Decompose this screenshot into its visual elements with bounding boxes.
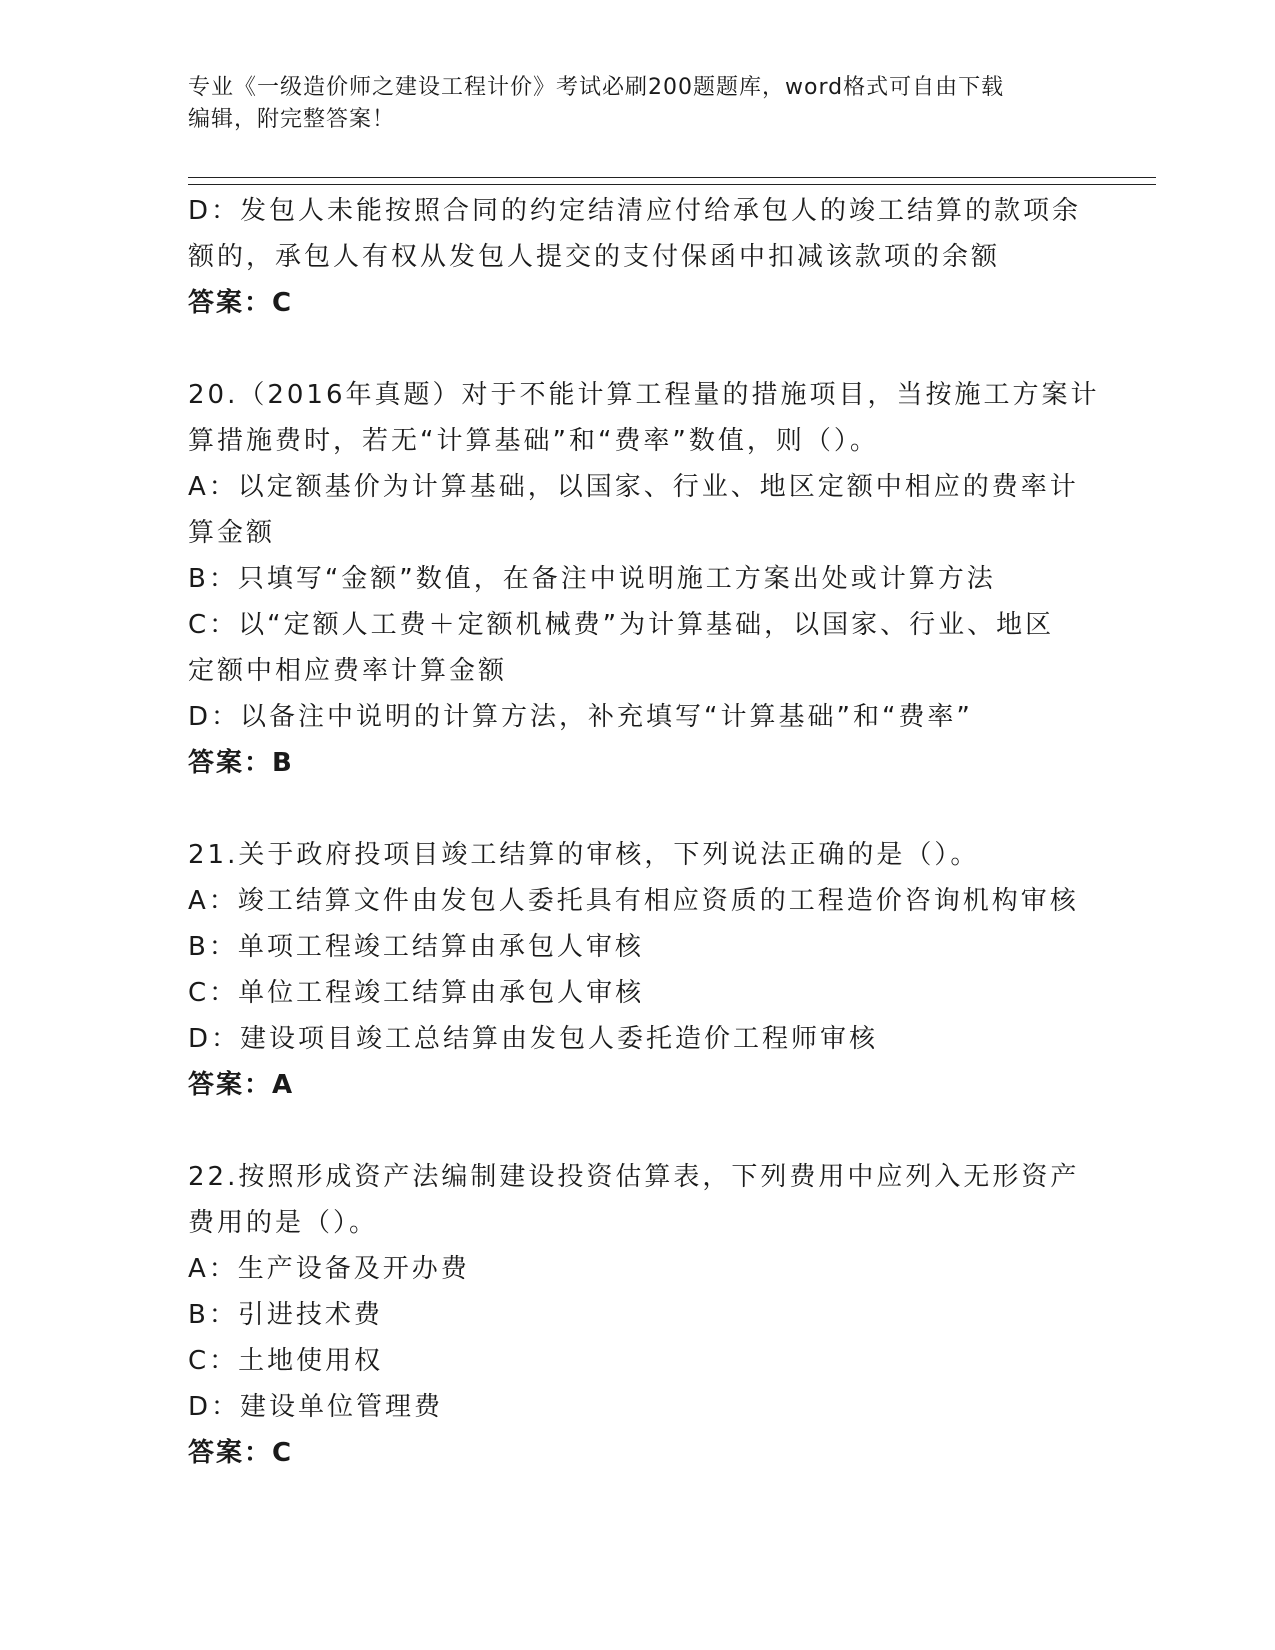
option-a: A：生产设备及开办费 xyxy=(188,1254,470,1284)
option-d-line-1: D：发包人未能按照合同的约定结清应付给承包人的竣工结算的款项余 xyxy=(188,196,1082,226)
option-b: B：只填写“金额”数值，在备注中说明施工方案出处或计算方法 xyxy=(188,564,996,594)
option-d-line-2: 额的，承包人有权从发包人提交的支付保函中扣减该款项的余额 xyxy=(188,242,1001,272)
option-c: C：单位工程竣工结算由承包人审核 xyxy=(188,978,645,1008)
answer: 答案：C xyxy=(188,1438,294,1468)
option-b: B：单项工程竣工结算由承包人审核 xyxy=(188,932,644,962)
question-text-line-1: 20.（2016年真题）对于不能计算工程量的措施项目，当按施工方案计 xyxy=(188,380,1100,410)
option-a-line-1: A：以定额基价为计算基础，以国家、行业、地区定额中相应的费率计 xyxy=(188,472,1079,502)
page-header xyxy=(188,72,1088,136)
question-text-line-1: 22.按照形成资产法编制建设投资估算表，下列费用中应列入无形资产 xyxy=(188,1162,1080,1192)
option-c-line-2: 定额中相应费率计算金额 xyxy=(188,656,508,686)
question-20 xyxy=(188,372,1100,786)
prev-question-block xyxy=(188,188,1088,326)
option-b: B：引进技术费 xyxy=(188,1300,383,1330)
option-c: C：土地使用权 xyxy=(188,1346,384,1376)
page-content xyxy=(188,188,1100,1476)
question-text: 21.关于政府投项目竣工结算的审核，下列说法正确的是（）。 xyxy=(188,840,980,870)
option-c-line-1: C：以“定额人工费＋定额机械费”为计算基础，以国家、行业、地区 xyxy=(188,610,1055,640)
answer: 答案：A xyxy=(188,1070,295,1100)
header-rule-bottom xyxy=(188,184,1156,185)
question-text-line-2: 费用的是（）。 xyxy=(188,1208,379,1238)
header-line-2: 编辑，附完整答案！ xyxy=(188,107,396,132)
option-a: A：竣工结算文件由发包人委托具有相应资质的工程造价咨询机构审核 xyxy=(188,886,1079,916)
header-rule-top xyxy=(188,177,1156,178)
question-text-line-2: 算措施费时，若无“计算基础”和“费率”数值，则（）。 xyxy=(188,426,879,456)
option-d: D：建设项目竣工总结算由发包人委托造价工程师审核 xyxy=(188,1024,879,1054)
option-a-line-2: 算金额 xyxy=(188,518,276,548)
option-d: D：建设单位管理费 xyxy=(188,1392,444,1422)
answer: 答案：B xyxy=(188,748,294,778)
question-22 xyxy=(188,1154,1088,1476)
question-21 xyxy=(188,832,1088,1108)
answer: 答案：C xyxy=(188,288,294,318)
option-d: D：以备注中说明的计算方法，补充填写“计算基础”和“费率” xyxy=(188,702,973,732)
header-line-1: 专业《一级造价师之建设工程计价》考试必刷200题题库，word格式可自由下载 xyxy=(188,75,1005,100)
